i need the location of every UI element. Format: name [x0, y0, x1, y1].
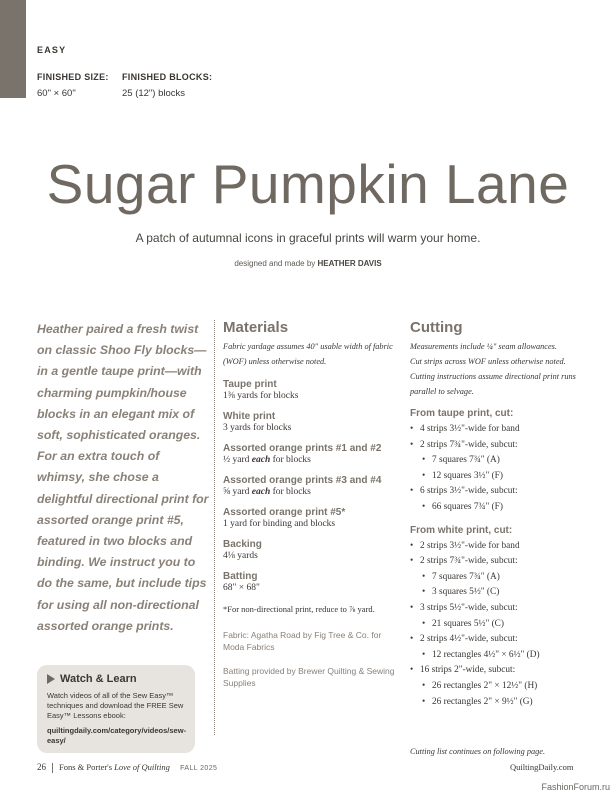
material-name: Assorted orange print #5* [223, 507, 346, 518]
material-quantity [223, 551, 395, 561]
cut-subitem: • 26 rectangles 2" × 12½" (H) [410, 679, 595, 695]
watch-learn-title [47, 673, 195, 685]
cut-item: • 6 strips 3½"-wide, subcut: [410, 484, 595, 500]
cutting-note: Cut strips across WOF unless otherwise noted. [410, 357, 566, 366]
fabric-credit: Fabric: Agatha Road by Fig Tree & Co. for Moda Fabrics [223, 630, 382, 652]
finished-blocks-label: FINISHED BLOCKS: [122, 72, 213, 82]
difficulty-level: EASY [37, 45, 67, 55]
material-item [223, 571, 395, 593]
materials-footnote: *For non-directional print, reduce to ⅞ yard. [223, 604, 375, 614]
material-quantity-text: 4⅛ yards [223, 551, 258, 561]
issue-label: FALL 2025 [180, 765, 218, 772]
watch-learn-link[interactable]: quiltingdaily.com/category/videos/sew-easy/ [47, 726, 187, 745]
cut-subitem: • 21 squares 5½" (C) [410, 617, 595, 633]
cutting-continued: Cutting list continues on following page. [410, 747, 546, 756]
cut-subitem: • 7 squares 7¾" (A) [410, 453, 595, 469]
materials-section [223, 319, 395, 689]
cutting-note: Cutting instructions assume directional print runs parallel to selvage. [410, 372, 576, 396]
cut-item: • 4 strips 3½"-wide for band [410, 422, 595, 438]
material-name: White print [223, 411, 276, 422]
material-quantity [223, 487, 395, 497]
finished-size [37, 72, 109, 99]
watch-learn-heading: Watch & Learn [60, 673, 137, 685]
footer-site[interactable]: QuiltingDaily.com [510, 762, 574, 772]
cutting-heading: Cutting [410, 319, 463, 336]
publication-name: Fons & Porter's Love of Quilting [59, 762, 170, 772]
byline [0, 259, 616, 268]
page-title: Sugar Pumpkin Lane [46, 153, 570, 215]
material-quantity [223, 455, 395, 465]
material-name: Assorted orange prints #3 and #4 [223, 475, 382, 486]
white-cut-list [410, 539, 595, 711]
material-quantity-text: 68" × 68" [223, 583, 260, 593]
cut-item: • 3 strips 5½"-wide, subcut: [410, 601, 595, 617]
material-quantity [223, 423, 395, 433]
materials-list [223, 379, 395, 593]
cut-subitem: • 66 squares 7¾" (F) [410, 500, 595, 516]
material-item [223, 507, 395, 529]
material-quantity-text: 3 yards for blocks [223, 423, 292, 433]
materials-note: Fabric yardage assumes 40" usable width of fabric (WOF) unless otherwise noted. [223, 342, 393, 366]
material-item [223, 539, 395, 561]
byline-prefix: designed and made by [234, 259, 316, 268]
white-cut-heading: From white print, cut: [410, 524, 513, 536]
cut-subitem: • 12 rectangles 4½" × 6½" (D) [410, 648, 595, 664]
material-quantity-text: ½ yard [223, 455, 252, 465]
material-quantity [223, 519, 395, 529]
cut-item: • 16 strips 2"-wide, subcut: [410, 663, 595, 679]
cut-subitem: • 3 squares 5½" (C) [410, 585, 595, 601]
finished-blocks-value: 25 (12") blocks [122, 88, 186, 99]
taupe-cut-heading: From taupe print, cut: [410, 408, 514, 419]
material-item [223, 379, 395, 401]
cut-item: • 2 strips 7¾"-wide, subcut: [410, 554, 595, 570]
material-item [223, 475, 395, 497]
material-quantity-emphasis: each [251, 455, 271, 465]
finished-size-label: FINISHED SIZE: [37, 72, 109, 82]
footer-left [37, 762, 217, 773]
material-name: Backing [223, 539, 262, 550]
watch-learn-box [37, 665, 195, 753]
materials-heading: Materials [223, 319, 289, 336]
column-divider [214, 320, 215, 735]
cut-item: • 2 strips 3½"-wide for band [410, 539, 595, 555]
material-quantity [223, 583, 395, 593]
cut-subitem: • 7 squares 7¾" (A) [410, 570, 595, 586]
batting-credit: Batting provided by Brewer Quilting & Sewing Supplies [223, 666, 395, 688]
material-quantity-emphasis: each [251, 487, 271, 497]
side-tab [0, 0, 26, 98]
watch-learn-text: Watch videos of all of the Sew Easy™ techniques and download the FREE Sew Easy™ Lessons ebook: [47, 691, 184, 720]
watermark: FashionForum.ru [541, 782, 610, 792]
material-quantity-text: 1 yard for binding and blocks [223, 519, 336, 529]
material-item [223, 411, 395, 433]
material-quantity-text: for blocks [270, 487, 311, 497]
material-item [223, 443, 395, 465]
footer-separator [52, 763, 53, 773]
page-subtitle: A patch of autumnal icons in graceful prints will warm your home. [135, 231, 481, 245]
material-name: Taupe print [223, 379, 277, 390]
cut-item: • 2 strips 4½"-wide, subcut: [410, 632, 595, 648]
material-quantity-text: ⅝ yard [223, 487, 252, 497]
cut-subitem: • 12 squares 3½" (F) [410, 469, 595, 485]
cut-item: • 2 strips 7¾"-wide, subcut: [410, 438, 595, 454]
material-name: Assorted orange prints #1 and #2 [223, 443, 382, 454]
page-number: 26 [37, 762, 46, 772]
play-icon [47, 674, 55, 684]
material-name: Batting [223, 571, 258, 582]
material-quantity-text: for blocks [270, 455, 311, 465]
cut-subitem: • 26 rectangles 2" × 9½" (G) [410, 695, 595, 711]
cutting-section [410, 319, 595, 710]
intro-text: Heather paired a fresh twist on classic Shoo Fly blocks—in a gentle taupe print—with charming pumpkin/house blocks in an elegant mix of soft, sophisticated oranges. For an extra touch of whimsy, she chose a delightful directional print for assorted orange print #5, featured in two blocks and binding. We instruct you to do the same, but include tips for using all non-directional assorted orange prints. [37, 322, 209, 633]
material-quantity [223, 391, 395, 401]
taupe-cut-list [410, 422, 595, 516]
byline-designer: HEATHER DAVIS [317, 259, 382, 268]
cutting-note: Measurements include ¼" seam allowances. [410, 342, 557, 351]
finished-blocks [122, 72, 212, 99]
material-quantity-text: 1⅜ yards for blocks [223, 391, 299, 401]
finished-size-value: 60" × 60" [37, 88, 76, 99]
